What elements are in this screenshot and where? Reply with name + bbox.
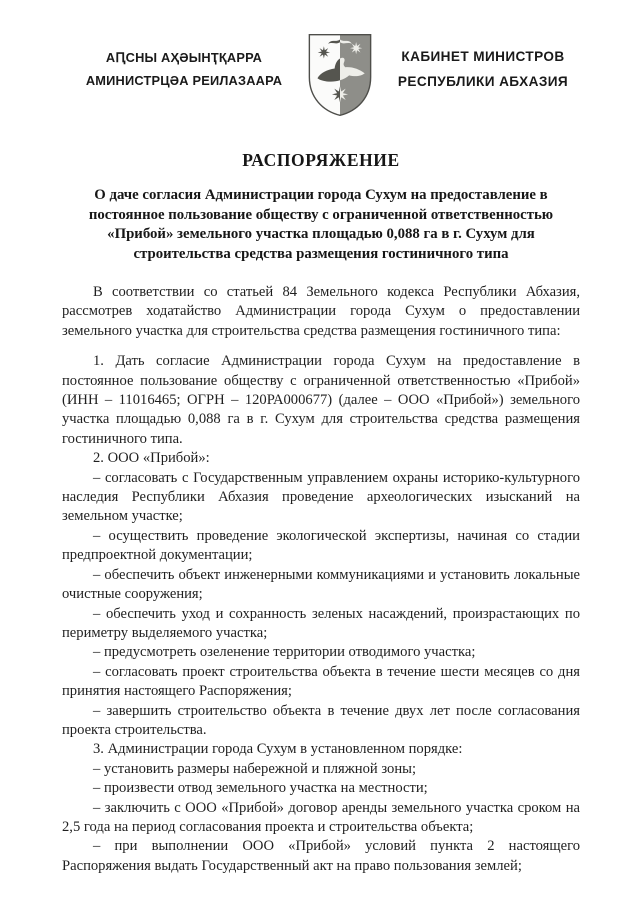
body-paragraph: – заключить с ООО «Прибой» договор аренды земельного участка сроком на 2,5 года на период согласования проекта и строительства объекта; <box>62 799 580 835</box>
body-paragraph: – установить размеры набережной и пляжной зоны; <box>93 760 417 777</box>
header-left-text <box>75 46 293 92</box>
document-title: РАСПОРЯЖЕНИЕ <box>242 150 400 170</box>
document-subject: О даче согласия Администрации города Сухум на предоставление в постоянное пользование обществу с ограниченной ответственностью «Прибой» земельного участка площадью 0,088 га в г. Сухум для строительства средства размещения гостиничного типа <box>88 187 554 262</box>
header-left-line1: АԤСНЫ АҲӘЫНҬҚАРРА <box>105 50 263 65</box>
body-paragraph: – завершить строительство объекта в течение двух лет после согласования проекта строительства. <box>62 702 580 738</box>
body-paragraph: – обеспечить объект инженерными коммуникациями и установить локальные очистные сооружения; <box>62 566 580 603</box>
header-left-line2: АМИНИСТРЦӘА РЕИЛАЗААРА <box>85 73 283 88</box>
body-paragraph: – предусмотреть озеленение территории отводимого участка; <box>93 644 476 661</box>
document-body <box>62 283 580 876</box>
coat-of-arms-icon <box>306 32 374 118</box>
body-paragraph: В соответствии со статьей 84 Земельного кодекса Республики Абхазия, рассмотрев ходатайство Администрации города Сухум о предоставлении земельного участка для строительства средства размещения гостиничного типа: <box>62 284 580 339</box>
header-right-line1: КАБИНЕТ МИНИСТРОВ <box>401 49 565 64</box>
header-right-text <box>381 44 585 94</box>
body-paragraph: – согласовать с Государственным управлением охраны историко-культурного наследия Республики Абхазия проведение археологических изысканий на земельном участке; <box>62 469 580 525</box>
body-paragraph: – осуществить проведение экологической экспертизы, начиная со стадии предпроектной документации; <box>62 527 580 564</box>
body-paragraph: 2. ООО «Прибой»: <box>93 450 210 467</box>
body-paragraph: 3. Администрации города Сухум в установленном порядке: <box>93 741 463 758</box>
body-paragraph: – при выполнении ООО «Прибой» условий пункта 2 настоящего Распоряжения выдать Государственный акт на право пользования землей; <box>62 838 580 874</box>
body-paragraph: – обеспечить уход и сохранность зеленых насаждений, произрастающих по периметру выделяемого участка; <box>62 605 580 641</box>
body-paragraph: – произвести отвод земельного участка на местности; <box>93 780 428 797</box>
body-paragraph: – согласовать проект строительства объекта в течение шести месяцев со дня принятия настоящего Распоряжения; <box>62 663 580 700</box>
body-paragraph: 1. Дать согласие Администрации города Сухум на предоставление в постоянное пользование обществу с ограниченной ответственностью «Прибой» (ИНН – 11016465; ОГРН – 120РА000677) (далее – ООО «Прибой») земельного участка площадью 0,088 га в г. Сухум для строительства средства размещения гостиничного типа. <box>62 353 580 447</box>
header-right-line2: РЕСПУБЛИКИ АБХАЗИЯ <box>397 74 569 89</box>
